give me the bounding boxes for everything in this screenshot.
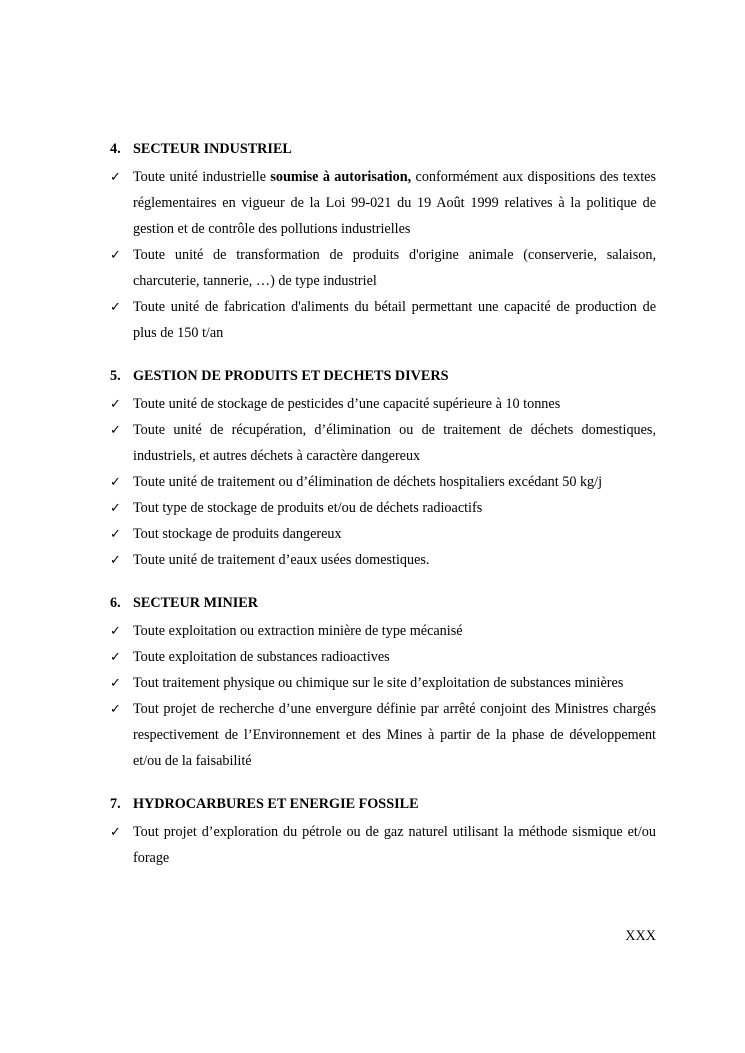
list-item-text: Tout type de stockage de produits et/ou de déchets radioactifs <box>133 500 483 516</box>
checkmark-icon: ✓ <box>110 247 121 262</box>
checkmark-icon: ✓ <box>110 824 121 839</box>
checkmark-icon: ✓ <box>110 474 121 489</box>
list-item <box>110 618 656 644</box>
section-title: SECTEUR MINIER <box>133 595 258 611</box>
list-item <box>110 547 656 573</box>
list-item-text: Tout traitement physique ou chimique sur le site d’exploitation de substances minières <box>133 675 624 691</box>
text-run: conformément aux dispositions des textes réglementaires en vigueur de la Loi 99-021 du 19 Août 1999 relatives à la politique de gestion et de contrôle des pollutions industrielles <box>133 169 656 237</box>
section-title: SECTEUR INDUSTRIEL <box>133 141 292 157</box>
section-number: 5. <box>110 368 121 384</box>
checkmark-icon: ✓ <box>110 169 121 184</box>
checklist <box>110 391 656 573</box>
section-heading <box>110 794 656 814</box>
checklist <box>110 164 656 346</box>
checklist <box>110 618 656 774</box>
section <box>110 794 656 871</box>
list-item-text: Toute unité de traitement d’eaux usées domestiques. <box>133 552 430 568</box>
section-heading <box>110 139 656 159</box>
section-title: GESTION DE PRODUITS ET DECHETS DIVERS <box>133 368 449 384</box>
list-item <box>110 644 656 670</box>
checkmark-icon: ✓ <box>110 422 121 437</box>
list-item-text: Toute unité de récupération, d’élimination ou de traitement de déchets domestiques, industriels, et autres déchets à caractère dangereux <box>133 422 656 464</box>
section <box>110 593 656 774</box>
section <box>110 139 656 346</box>
list-item-text: Toute unité de transformation de produits d'origine animale (conserverie, salaison, charcuterie, tannerie, …) de type industriel <box>133 247 656 289</box>
text-run: Toute unité industrielle <box>133 169 271 185</box>
checkmark-icon: ✓ <box>110 299 121 314</box>
list-item-text: Tout projet d’exploration du pétrole ou de gaz naturel utilisant la méthode sismique et/ou forage <box>133 824 656 866</box>
list-item <box>110 670 656 696</box>
checkmark-icon: ✓ <box>110 500 121 515</box>
checkmark-icon: ✓ <box>110 623 121 638</box>
section-number: 4. <box>110 141 121 157</box>
checkmark-icon: ✓ <box>110 552 121 567</box>
list-item <box>110 469 656 495</box>
page-footer-label: XXX <box>625 928 656 944</box>
list-item <box>110 417 656 469</box>
document-body <box>110 139 656 891</box>
section-heading <box>110 593 656 613</box>
list-item <box>110 696 656 774</box>
section-title: HYDROCARBURES ET ENERGIE FOSSILE <box>133 796 419 812</box>
section <box>110 366 656 573</box>
list-item <box>110 521 656 547</box>
list-item <box>110 819 656 871</box>
emphasized-text: soumise à autorisation, <box>270 169 412 185</box>
section-number: 6. <box>110 595 121 611</box>
list-item-text: Toute unité de stockage de pesticides d’une capacité supérieure à 10 tonnes <box>133 396 561 412</box>
checkmark-icon: ✓ <box>110 649 121 664</box>
checkmark-icon: ✓ <box>110 396 121 411</box>
list-item-text: Toute unité de traitement ou d’élimination de déchets hospitaliers excédant 50 kg/j <box>133 474 603 490</box>
list-item-text: Toute exploitation ou extraction minière de type mécanisé <box>133 623 463 639</box>
list-item <box>110 242 656 294</box>
checkmark-icon: ✓ <box>110 675 121 690</box>
list-item-text: Toute unité de fabrication d'aliments du bétail permettant une capacité de production de plus de 150 t/an <box>133 299 656 341</box>
list-item <box>110 294 656 346</box>
checkmark-icon: ✓ <box>110 701 121 716</box>
list-item <box>110 495 656 521</box>
section-heading <box>110 366 656 386</box>
list-item-text: Toute exploitation de substances radioactives <box>133 649 390 665</box>
checkmark-icon: ✓ <box>110 526 121 541</box>
checklist <box>110 819 656 871</box>
list-item-text: Tout projet de recherche d’une envergure définie par arrêté conjoint des Ministres chargés respectivement de l’Environnement et des Mines à partir de la phase de développement et/ou de la faisabilité <box>133 701 656 769</box>
list-item <box>110 391 656 417</box>
list-item-text: Tout stockage de produits dangereux <box>133 526 342 542</box>
list-item-text <box>133 164 656 242</box>
list-item <box>110 164 656 242</box>
section-number: 7. <box>110 796 121 812</box>
